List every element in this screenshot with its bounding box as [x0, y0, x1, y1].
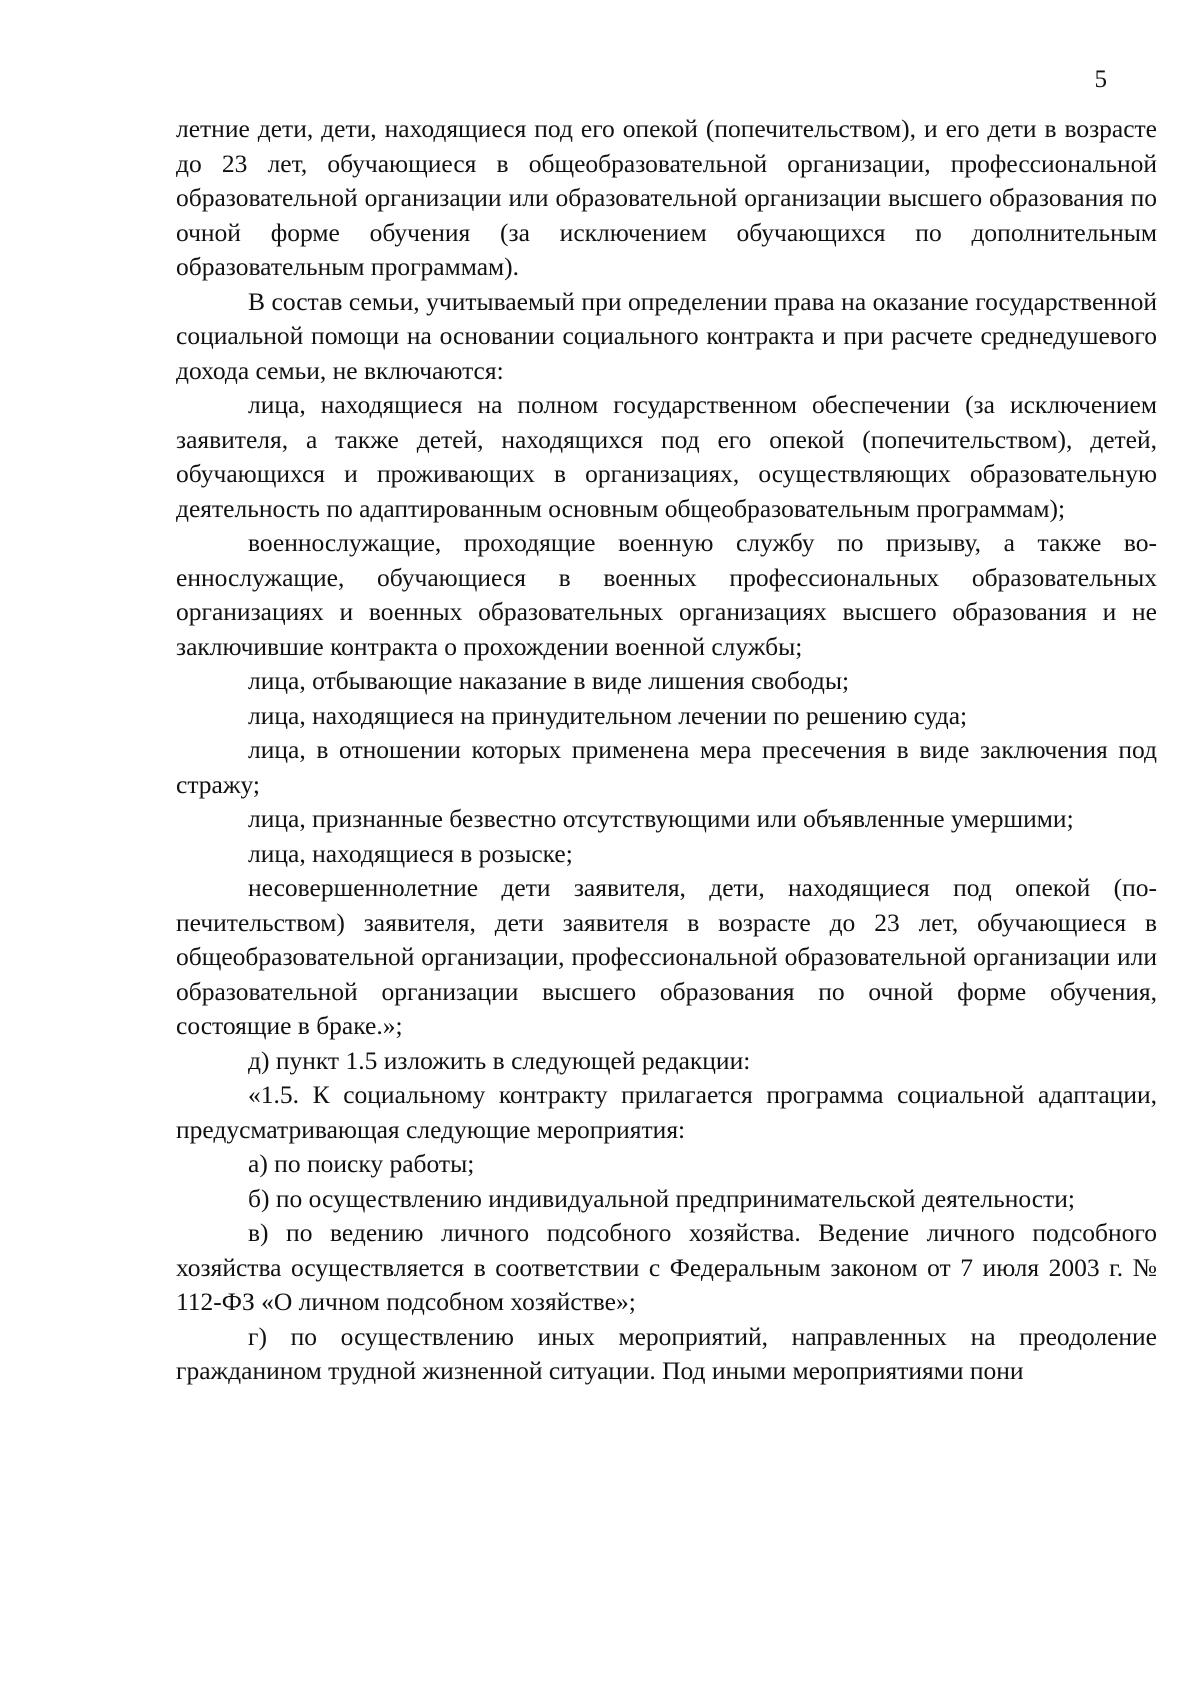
list-item-custody: лица, в отношении которых применена мера пресечения в виде заключения под стражу;	[176, 735, 1157, 799]
list-item-state-support: лица, находящиеся на полном государственном обеспечении (за исключением заявителя, а также детей, находящихся под его опекой (попечительством), детей, обучающихся и проживающих в организациях, осуществляющих образовательную деятельность по адаптированным основным общеобразовательным программам);	[176, 390, 1157, 523]
list-item-b: б) по осуществлению индивидуальной предпринимательской деятельности;	[248, 1183, 1075, 1213]
list-item-g: г) по осуществлению иных мероприятий, направленных на преодоление гражданином трудной жизненной ситуации. Под иными мероприятиями пони	[176, 1321, 1157, 1385]
list-item-v: в) по ведению личного подсобного хозяйства. Ведение личного подсобного хозяйства осуществляется в соответствии с Федеральным законом от 7 июля 2003 г. № 112-ФЗ «О личном подсобном хозяйстве»;	[176, 1218, 1157, 1316]
list-item-married-children: несовершеннолетние дети заявителя, дети, находящиеся под опекой (попечительством) заявителя, дети заявителя в возрасте до 23 лет, обучающиеся в общеобразовательной организации, профессиональной образовательной организации или образовательной организации высшего образования по очной форме обучения, состоящие в браке.»;	[176, 873, 1157, 1040]
paragraph-continuation: летние дети, дети, находящиеся под его опекой (попечительством), и его дети в возрасте до 23 лет, обучающиеся в общеобразовательной организации, профессиональной образовательной организации или образовательной организации высшего образования по очной форме обучения (за исключением обучающихся по дополнительным образовательным программам).	[176, 114, 1157, 281]
document-body	[176, 112, 1157, 1389]
paragraph-item-d: д) пункт 1.5 изложить в следующей редакции:	[248, 1045, 751, 1075]
page-number: 5	[1094, 66, 1107, 93]
list-item-imprisoned: лица, отбывающие наказание в виде лишения свободы;	[248, 666, 850, 695]
list-item-military: военнослужащие, проходящие военную службу по призыву, а также военнослужащие, обучающиеся в военных профессиональных образовательных организациях и военных образовательных организациях высшего образования и не заключившие контракта о прохождении военной службы;	[176, 528, 1157, 661]
list-item-compulsory-treatment: лица, находящиеся на принудительном лечении по решению суда;	[248, 700, 968, 730]
paragraph-1-5: «1.5. К социальному контракту прилагается программа социальной адаптации, предусматривающая следующие мероприятия:	[176, 1080, 1157, 1144]
paragraph-family-composition: В состав семьи, учитываемый при определении права на оказание государственной социальной помощи на основании социального контракта и при расчете среднедушевого дохода семьи, не включаются:	[176, 286, 1157, 385]
list-item-missing-deceased: лица, признанные безвестно отсутствующими или объявленные умершими;	[248, 804, 1074, 833]
list-item-a: а) по поиску работы;	[248, 1149, 475, 1178]
list-item-wanted: лица, находящиеся в розыске;	[248, 838, 573, 868]
